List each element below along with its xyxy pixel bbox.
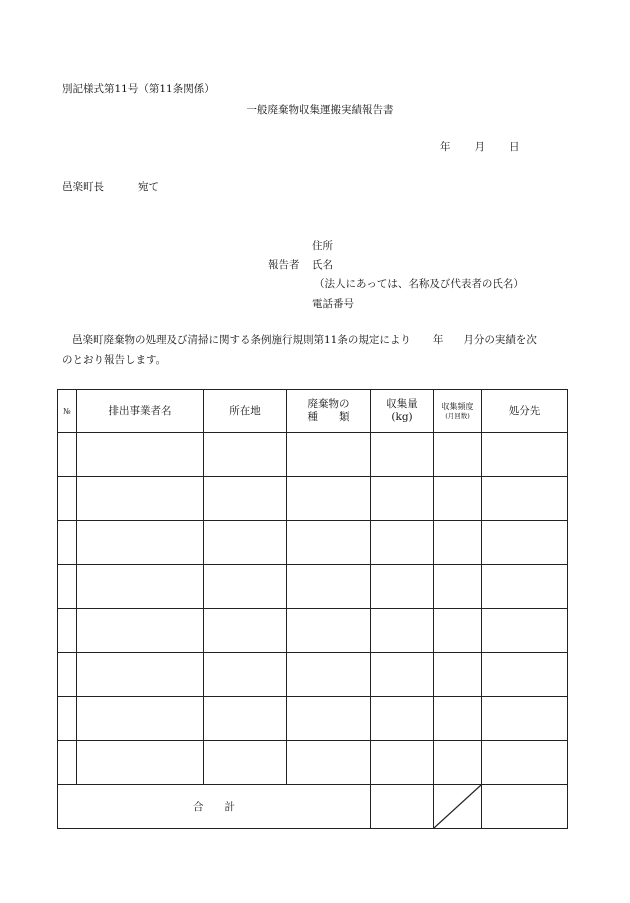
business-name-cell[interactable] — [77, 697, 204, 741]
header-waste-type-line1: 廃棄物の — [307, 398, 350, 410]
no-cell[interactable] — [58, 477, 77, 521]
amount-cell[interactable] — [371, 565, 434, 609]
reporter-label: 報告者 — [268, 259, 300, 271]
waste-type-cell[interactable] — [287, 609, 371, 653]
frequency-cell[interactable] — [434, 521, 482, 565]
disposal-cell[interactable] — [482, 653, 568, 697]
table-row — [58, 653, 568, 697]
addressee — [62, 180, 159, 194]
location-cell[interactable] — [204, 433, 287, 477]
body-text-part1: 邑楽町廃棄物の処理及び清掃に関する条例施行規則第11条の規定により — [72, 334, 411, 346]
address-label: 住所 — [312, 240, 333, 252]
amount-cell[interactable] — [371, 609, 434, 653]
waste-type-cell[interactable] — [287, 477, 371, 521]
header-frequency-line1: 収集頻度 — [441, 401, 474, 411]
frequency-cell[interactable] — [434, 433, 482, 477]
addressee-honorific: 宛て — [138, 181, 159, 193]
table-row — [58, 521, 568, 565]
business-name-cell[interactable] — [77, 433, 204, 477]
location-cell[interactable] — [204, 741, 287, 785]
date-month: 月 — [474, 141, 485, 153]
frequency-cell[interactable] — [434, 741, 482, 785]
body-text-year: 年 — [432, 334, 444, 346]
header-disposal: 処分先 — [482, 390, 568, 433]
disposal-cell[interactable] — [482, 521, 568, 565]
location-cell[interactable] — [204, 697, 287, 741]
header-no: № — [58, 390, 77, 433]
waste-type-cell[interactable] — [287, 741, 371, 785]
location-cell[interactable] — [204, 477, 287, 521]
phone-label: 電話番号 — [312, 298, 354, 310]
no-cell[interactable] — [58, 697, 77, 741]
table-body — [58, 433, 568, 785]
name-label: 氏名 — [312, 259, 333, 271]
amount-cell[interactable] — [371, 521, 434, 565]
amount-cell[interactable] — [371, 653, 434, 697]
total-disposal-cell[interactable] — [482, 785, 568, 829]
total-amount-cell[interactable] — [371, 785, 434, 829]
disposal-cell[interactable] — [482, 741, 568, 785]
header-amount-line1: 収集量 — [386, 398, 418, 410]
waste-type-cell[interactable] — [287, 653, 371, 697]
header-amount — [371, 390, 434, 433]
no-cell[interactable] — [58, 565, 77, 609]
date-line — [440, 140, 520, 154]
amount-cell[interactable] — [371, 477, 434, 521]
total-row — [58, 785, 568, 829]
no-cell[interactable] — [58, 521, 77, 565]
date-year: 年 — [440, 141, 451, 153]
frequency-cell[interactable] — [434, 477, 482, 521]
table-row — [58, 565, 568, 609]
location-cell[interactable] — [204, 521, 287, 565]
amount-cell[interactable] — [371, 433, 434, 477]
no-cell[interactable] — [58, 653, 77, 697]
total-frequency-diagonal — [434, 785, 482, 829]
header-business-name: 排出事業者名 — [77, 390, 204, 433]
addressee-town: 邑楽町長 — [62, 181, 104, 193]
frequency-cell[interactable] — [434, 609, 482, 653]
disposal-cell[interactable] — [482, 565, 568, 609]
body-text-line1 — [62, 333, 537, 347]
business-name-cell[interactable] — [77, 653, 204, 697]
no-cell[interactable] — [58, 741, 77, 785]
business-name-cell[interactable] — [77, 609, 204, 653]
disposal-cell[interactable] — [482, 433, 568, 477]
business-name-cell[interactable] — [77, 477, 204, 521]
table-header-row — [58, 390, 568, 433]
waste-type-cell[interactable] — [287, 521, 371, 565]
location-cell[interactable] — [204, 565, 287, 609]
header-waste-type — [287, 390, 371, 433]
amount-cell[interactable] — [371, 741, 434, 785]
disposal-cell[interactable] — [482, 477, 568, 521]
body-text-line2: のとおり報告します。 — [62, 354, 167, 366]
table-row — [58, 609, 568, 653]
business-name-cell[interactable] — [77, 741, 204, 785]
header-frequency — [434, 390, 482, 433]
waste-type-cell[interactable] — [287, 565, 371, 609]
business-name-cell[interactable] — [77, 521, 204, 565]
report-table — [57, 389, 568, 829]
header-location: 所在地 — [204, 390, 287, 433]
table-row — [58, 741, 568, 785]
table-row — [58, 433, 568, 477]
location-cell[interactable] — [204, 609, 287, 653]
disposal-cell[interactable] — [482, 609, 568, 653]
total-label: 合 計 — [58, 785, 371, 829]
corporation-note: （法人にあっては、名称及び代表者の氏名） — [314, 278, 524, 290]
frequency-cell[interactable] — [434, 697, 482, 741]
table-row — [58, 697, 568, 741]
location-cell[interactable] — [204, 653, 287, 697]
waste-type-cell[interactable] — [287, 697, 371, 741]
business-name-cell[interactable] — [77, 565, 204, 609]
disposal-cell[interactable] — [482, 697, 568, 741]
header-amount-line2: (kg) — [391, 411, 413, 423]
form-number: 別記様式第11号（第11条関係） — [62, 83, 215, 95]
header-waste-type-line2: 種 類 — [307, 411, 350, 423]
document-title: 一般廃棄物収集運搬実績報告書 — [246, 104, 394, 116]
body-text-part2: 月分の実績を次 — [463, 334, 537, 346]
frequency-cell[interactable] — [434, 565, 482, 609]
date-day: 日 — [509, 141, 520, 153]
no-cell[interactable] — [58, 609, 77, 653]
frequency-cell[interactable] — [434, 653, 482, 697]
header-frequency-line2: (月回数) — [445, 411, 470, 420]
waste-type-cell[interactable] — [287, 433, 371, 477]
no-cell[interactable] — [58, 433, 77, 477]
table-row — [58, 477, 568, 521]
amount-cell[interactable] — [371, 697, 434, 741]
